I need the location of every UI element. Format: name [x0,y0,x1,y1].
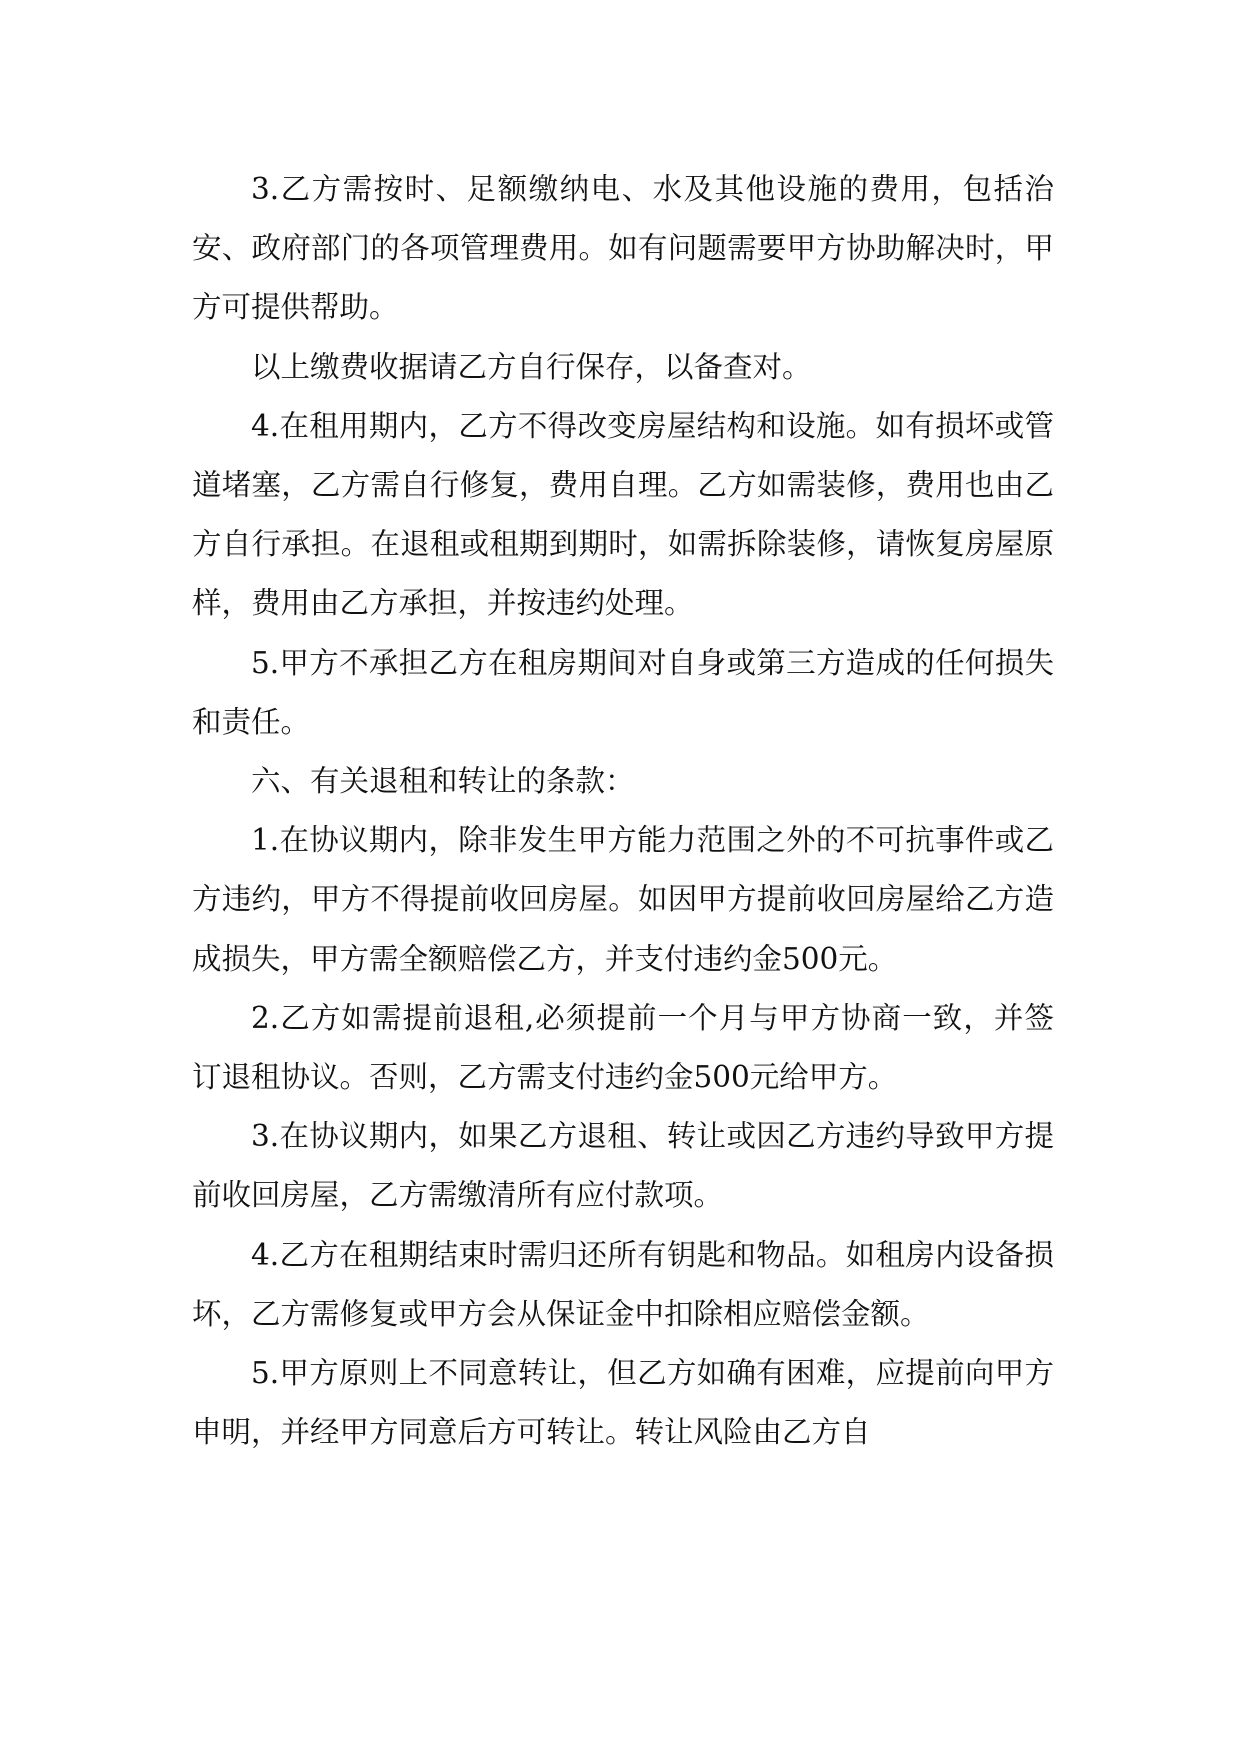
paragraph-termination-1: 1.在协议期内，除非发生甲方能力范围之外的不可抗事件或乙方违约，甲方不得提前收回房屋。如因甲方提前收回房屋给乙方造成损失，甲方需全额赔偿乙方，并支付违约金500元。 [192,823,1054,976]
paragraph-clause-3-fees: 3.乙方需按时、足额缴纳电、水及其他设施的费用，包括治安、政府部门的各项管理费用。如有问题需要甲方协助解决时，甲方可提供帮助。 [192,172,1054,325]
paragraph-termination-5: 5.甲方原则上不同意转让，但乙方如确有困难，应提前向甲方申明，并经甲方同意后方可转让。转让风险由乙方自 [192,1356,1054,1450]
paragraph-termination-4: 4.乙方在租期结束时需归还所有钥匙和物品。如租房内设备损坏，乙方需修复或甲方会从保证金中扣除相应赔偿金额。 [192,1237,1054,1331]
contract-body [192,160,1054,1462]
paragraph-receipts-note: 以上缴费收据请乙方自行保存，以备查对。 [251,349,812,384]
section-heading-termination: 六、有关退租和转让的条款： [251,764,635,799]
paragraph-clause-4-structure: 4.在租用期内，乙方不得改变房屋结构和设施。如有损坏或管道堵塞，乙方需自行修复，费用自理。乙方如需装修，费用也由乙方自行承担。在退租或租期到期时，如需拆除装修，请恢复房屋原样，费用由乙方承担，并按违约处理。 [192,408,1054,621]
paragraph-termination-3: 3.在协议期内，如果乙方退租、转让或因乙方违约导致甲方提前收回房屋，乙方需缴清所有应付款项。 [192,1119,1054,1213]
paragraph-termination-2: 2.乙方如需提前退租,必须提前一个月与甲方协商一致，并签订退租协议。否则，乙方需支付违约金500元给甲方。 [192,1000,1054,1095]
paragraph-clause-5-liability: 5.甲方不承担乙方在租房期间对自身或第三方造成的任何损失和责任。 [192,645,1054,739]
